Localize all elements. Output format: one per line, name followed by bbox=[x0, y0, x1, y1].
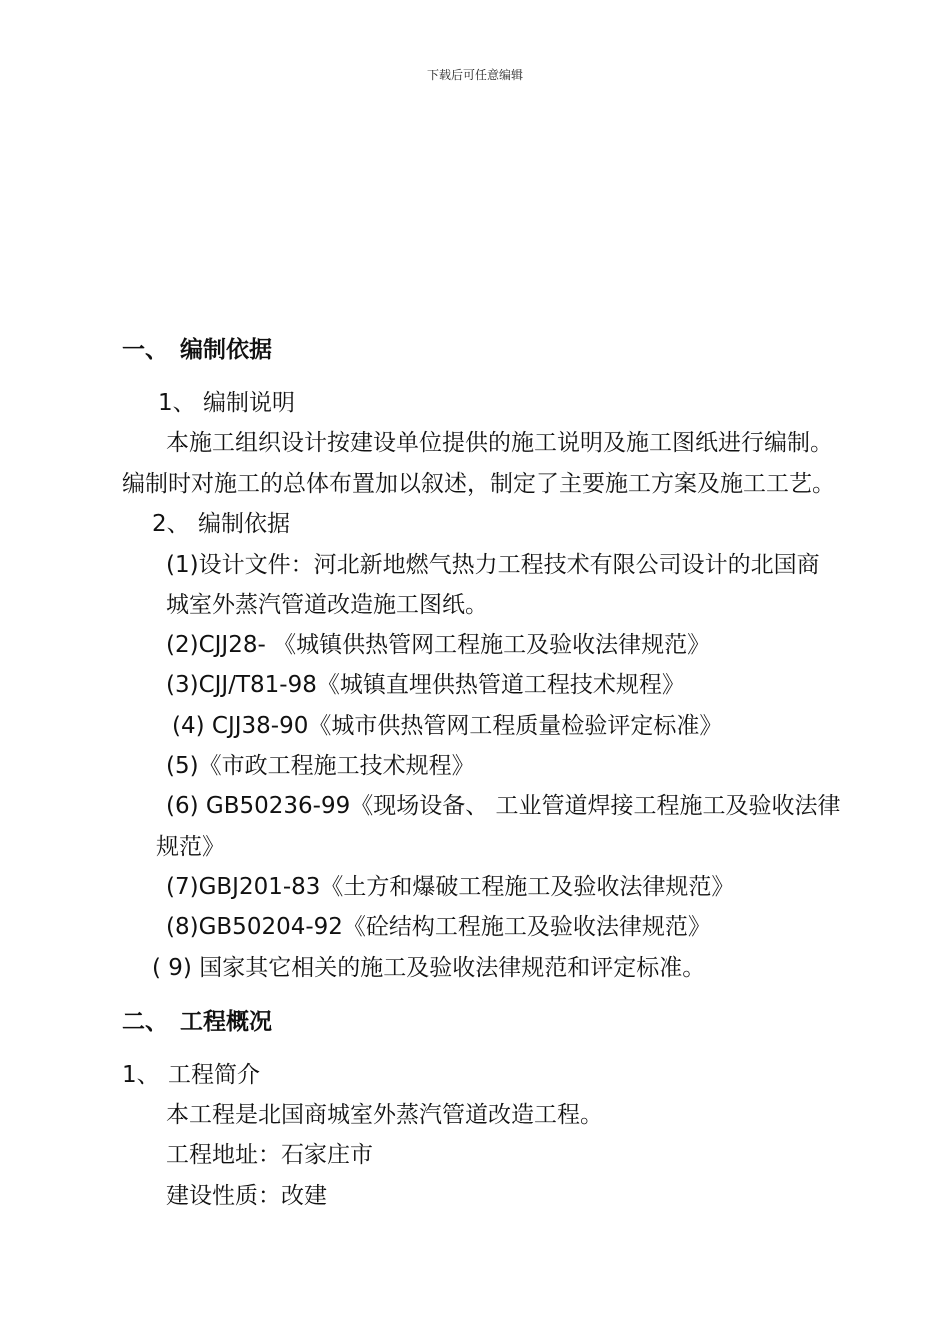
paragraph-line: 编制时对施工的总体布置加以叙述，制定了主要施工方案及施工工艺。 bbox=[122, 471, 835, 497]
section-1-heading-title: 编制依据 bbox=[180, 337, 272, 363]
paragraph-line: 建设性质：改建 bbox=[166, 1183, 327, 1209]
list-item: (3)CJJ/T81-98《城镇直埋供热管道工程技术规程》 bbox=[166, 672, 685, 698]
subsection-1-1-title: 编制说明 bbox=[203, 390, 295, 416]
list-item: (4) CJJ38-90《城市供热管网工程质量检验评定标准》 bbox=[172, 713, 723, 739]
list-item: (8)GB50204-92《砼结构工程施工及验收法律规范》 bbox=[166, 914, 711, 940]
section-2-heading-number: 二、 bbox=[122, 1009, 168, 1035]
subsection-1-1-number: 1、 bbox=[158, 390, 196, 416]
subsection-2-1-title: 工程简介 bbox=[168, 1062, 260, 1088]
list-item: (5)《市政工程施工技术规程》 bbox=[166, 753, 475, 779]
paragraph-line: 工程地址：石家庄市 bbox=[166, 1142, 373, 1168]
section-2-heading-title: 工程概况 bbox=[180, 1009, 272, 1035]
paragraph-line: 本工程是北国商城室外蒸汽管道改造工程。 bbox=[166, 1102, 603, 1128]
list-item: (6) GB50236-99《现场设备、 工业管道焊接工程施工及验收法律 bbox=[166, 793, 841, 819]
section-1-heading-number: 一、 bbox=[122, 337, 168, 363]
list-item: (7)GBJ201-83《土方和爆破工程施工及验收法律规范》 bbox=[166, 874, 735, 900]
subsection-1-2-title: 编制依据 bbox=[198, 511, 290, 537]
list-item-continuation: 规范》 bbox=[156, 834, 225, 860]
page-header: 下载后可任意编辑 bbox=[426, 68, 523, 82]
list-item: (2)CJJ28- 《城镇供热管网工程施工及验收法律规范》 bbox=[166, 632, 711, 658]
list-item-continuation: 城室外蒸汽管道改造施工图纸。 bbox=[166, 592, 488, 618]
paragraph-line: 本施工组织设计按建设单位提供的施工说明及施工图纸进行编制。 bbox=[166, 430, 833, 456]
list-item: ( 9) 国家其它相关的施工及验收法律规范和评定标准。 bbox=[152, 955, 706, 981]
list-item: (1)设计文件：河北新地燃气热力工程技术有限公司设计的北国商 bbox=[166, 552, 820, 578]
subsection-2-1-number: 1、 bbox=[122, 1062, 160, 1088]
subsection-1-2-number: 2、 bbox=[152, 511, 190, 537]
